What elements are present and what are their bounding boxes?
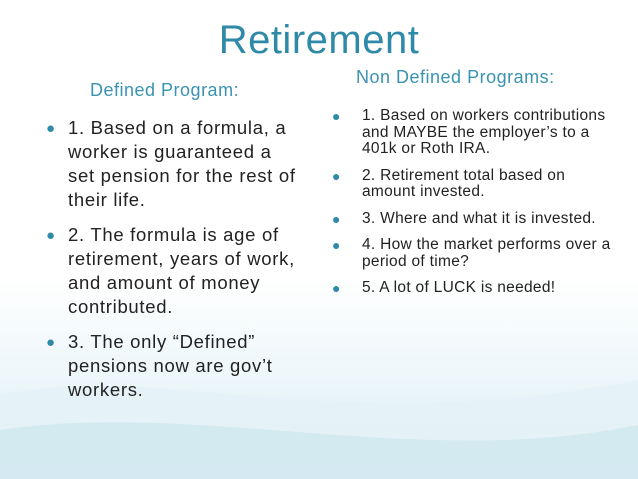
bullet-icon: ● <box>46 227 56 244</box>
list-item <box>46 116 296 212</box>
list-item <box>46 330 296 402</box>
left-column-heading: Defined Program: <box>90 80 240 100</box>
list-item-text: 5. A lot of LUCK is needed! <box>362 279 556 296</box>
list-item-text: 3. Where and what it is invested. <box>362 209 596 227</box>
list-item-text: 4. How the market performs over a period of time? <box>362 236 611 270</box>
list-item <box>332 280 612 297</box>
non-defined-programs-list <box>332 108 612 307</box>
list-item <box>332 168 612 201</box>
list-item-text: 2. Retirement total based on amount invested. <box>362 166 566 200</box>
right-column-heading: Non Defined Programs: <box>356 67 555 87</box>
defined-program-list <box>46 116 296 413</box>
bullet-icon: ● <box>46 120 56 137</box>
list-item <box>332 237 612 270</box>
list-item-text: 3. The only “Defined” pensions now are gov’t workers. <box>68 331 273 400</box>
bullet-icon: ● <box>332 167 341 184</box>
list-item-text: 1. Based on a formula, a worker is guaranteed a set pension for the rest of their life. <box>68 117 296 210</box>
list-item <box>46 223 296 319</box>
bullet-icon: ● <box>332 237 341 253</box>
bullet-icon: ● <box>46 334 56 351</box>
list-item-text: 2. The formula is age of retirement, years of work, and amount of money contributed. <box>68 224 295 317</box>
list-item-text: 1. Based on workers contributions and MAYBE the employer’s to a 401k or Roth IRA. <box>362 107 606 157</box>
bullet-icon: ● <box>332 108 341 124</box>
slide-title: Retirement <box>218 18 420 62</box>
bullet-icon: ● <box>332 210 341 227</box>
bullet-icon: ● <box>332 280 341 296</box>
list-item <box>332 108 612 158</box>
list-item <box>332 211 612 228</box>
